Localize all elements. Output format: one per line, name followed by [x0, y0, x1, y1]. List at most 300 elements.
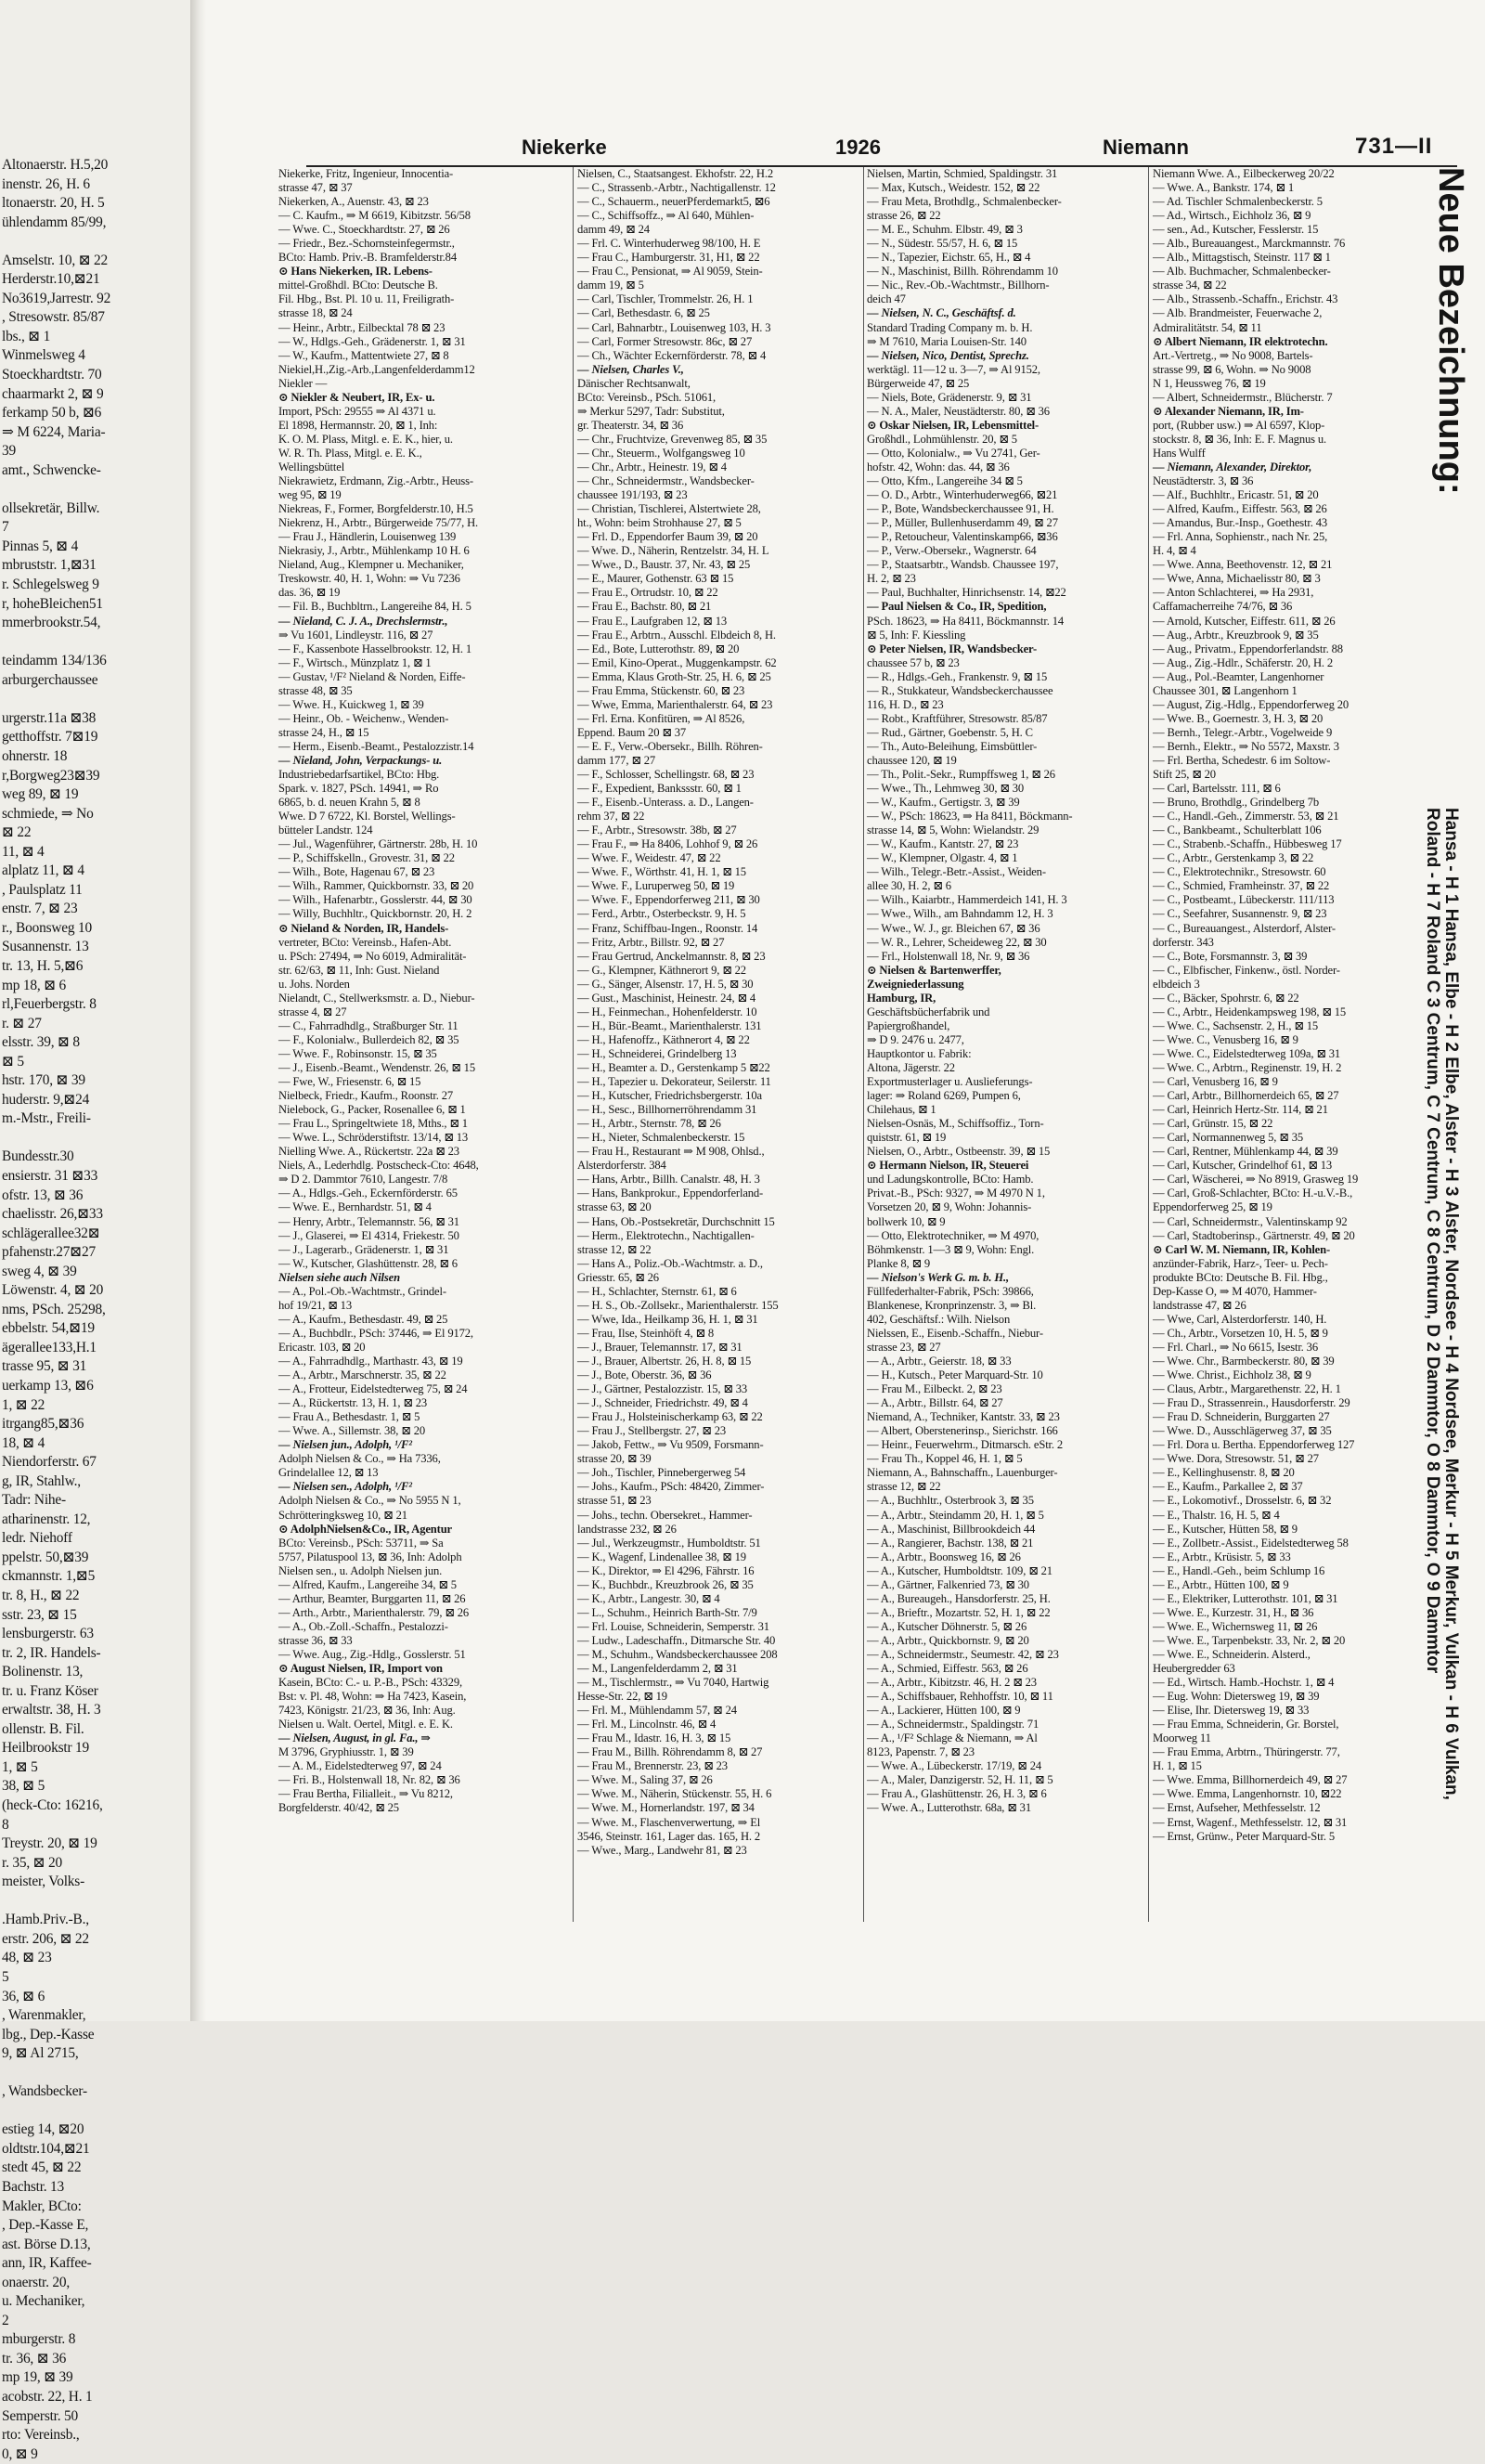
previous-page-line: , Dep.-Kasse E,: [2, 2217, 89, 2234]
directory-entry-line: 6865, b. d. neuen Krahn 5, ⊠ 8: [278, 796, 420, 810]
header-right-keyword: Niemann: [1103, 136, 1189, 159]
directory-entry-line: Niekerken, A., Auenstr. 43, ⊠ 23: [278, 195, 429, 209]
directory-entry-line: — Chr., Schneidermstr., Wandsbecker-: [577, 474, 755, 488]
previous-page-line: 36, ⊠ 6: [2, 1988, 45, 2004]
previous-page-line: estieg 14, ⊠20: [2, 2121, 84, 2138]
directory-entry-line: Niekrenz, H., Arbtr., Bürgerweide 75/77, H.: [278, 516, 479, 530]
directory-entry-line: — K., Buchbdr., Kreuzbrook 26, ⊠ 35: [577, 1577, 754, 1591]
previous-page-line: [0, 2102, 190, 2121]
directory-entry-line: — Frl. Dora u. Bertha. Eppendorferweg 127: [1153, 1438, 1355, 1452]
directory-entry-line: — Bruno, Brothdlg., Grindelberg 7b: [1153, 796, 1320, 810]
directory-entry-line: — Frl. M., Mühlendamm 57, ⊠ 24: [577, 1704, 737, 1718]
directory-entry-line: — Nielsen sen., Adolph, ¹/F²: [278, 1480, 412, 1494]
previous-page-line: mp 19, ⊠ 39: [2, 2369, 73, 2386]
directory-entry-line: — Johs., techn. Obersekret., Hammer-: [577, 1508, 753, 1522]
directory-entry-line: — Wwe. C., Eidelstedterweg 109a, ⊠ 31: [1153, 1046, 1341, 1060]
previous-page-fragment: [0, 0, 190, 2462]
directory-entry-line: — H., Arbtr., Sternstr. 78, ⊠ 26: [577, 1117, 721, 1131]
previous-page-line: mbruststr. 1,⊠31: [2, 557, 97, 574]
notice-title: Neue Bezeichnung:: [1431, 167, 1470, 495]
directory-entry-line: — E., Lokomotivf., Drosselstr. 6, ⊠ 32: [1153, 1494, 1332, 1508]
directory-entry-line: — Otto, Elektrotechniker, ⇒ M 4970,: [867, 1228, 1040, 1242]
directory-entry-line: — A., Maschinist, Billbrookdeich 44: [867, 1522, 1036, 1536]
directory-entry-line: — Nielsen, N. C., Geschäftsf. d.: [867, 306, 1016, 320]
directory-entry-line: Nielling Wwe. A., Rückertstr. 22a ⊠ 23: [278, 1145, 459, 1159]
directory-entry-line: — Frau, Ilse, Steinhöft 4, ⊠ 8: [577, 1326, 715, 1340]
header-year: 1926: [835, 136, 881, 159]
directory-entry-line: — Wwe. L., Schröderstiftstr. 13/14, ⊠ 13: [278, 1131, 469, 1145]
directory-entry-line: — R., Hdlgs.-Geh., Frankenstr. 9, ⊠ 15: [867, 669, 1048, 683]
directory-entry-line: — Ch., Wächter Eckernförderstr. 78, ⊠ 4: [577, 348, 767, 362]
previous-page-line: oldtstr.104,⊠21: [2, 2140, 90, 2157]
previous-page-line: rl,Feuerbergstr. 8: [2, 996, 97, 1013]
directory-entry-line: Alsterdorferstr. 384: [577, 1159, 666, 1173]
directory-entry-line: rehm 37, ⊠ 22: [577, 810, 645, 823]
directory-entry-line: Hesse-Str. 22, ⊠ 19: [577, 1690, 667, 1704]
directory-entry-line: — M., Schuhm., Wandsbeckerchaussee 208: [577, 1647, 778, 1661]
directory-entry-line: — C., Elbfischer, Finkenw., östl. Norder-: [1153, 963, 1340, 977]
directory-column-3: [867, 167, 1145, 1936]
directory-entry-line: — Wwe. Christ., Eichholz 38, ⊠ 9: [1153, 1368, 1311, 1382]
directory-entry-line: Planke 8, ⊠ 9: [867, 1256, 931, 1270]
directory-entry-line: — Arthur, Beamter, Burggarten 11, ⊠ 26: [278, 1591, 466, 1605]
directory-entry-line: — H., Schlachter, Sternstr. 61, ⊠ 6: [577, 1284, 737, 1298]
directory-entry-line: — Alb., Strassenb.-Schaffn., Erichstr. 43: [1153, 292, 1338, 306]
directory-entry-line: Großhdl., Lohmühlenstr. 20, ⊠ 5: [867, 432, 1017, 446]
directory-entry-line: vertreter, BCto: Vereinsb., Hafen-Abt.: [278, 935, 452, 949]
column-divider: [1148, 167, 1149, 1922]
directory-entry-line: — Carl, Groß-Schlachter, BCto: H.-u.V.-B.,: [1153, 1187, 1353, 1200]
directory-entry-line: — A., Arbtr., Steindamm 20, H. 1, ⊠ 5: [867, 1508, 1044, 1522]
directory-entry-line: deich 47: [867, 292, 906, 306]
directory-entry-line: Schrötteringksweg 10, ⊠ 21: [278, 1508, 407, 1522]
directory-entry-line: — Paul, Buchhalter, Hinrichsenstr. 14, ⊠22: [867, 586, 1066, 600]
previous-page-line: ofstr. 13, ⊠ 36: [2, 1187, 84, 1203]
previous-page-line: ferkamp 50 b, ⊠6: [2, 405, 102, 421]
directory-entry-line: — C., Bäcker, Spohrstr. 6, ⊠ 22: [1153, 991, 1299, 1005]
directory-entry-line: — P., Schiffskelln., Grovestr. 31, ⊠ 22: [278, 851, 455, 865]
previous-page-line: erstr. 206, ⊠ 22: [2, 1930, 89, 1947]
previous-page-line: ⊠ 5: [2, 1053, 24, 1070]
previous-page-line: atharinenstr. 12,: [2, 1511, 91, 1527]
directory-entry-line: — P., Staatsarbtr., Wandsb. Chaussee 197,: [867, 558, 1059, 572]
directory-entry-line: Niemann Wwe. A., Eilbeckerweg 20/22: [1153, 167, 1335, 180]
directory-entry-line: ht., Wohn: beim Strohhause 27, ⊠ 5: [577, 516, 742, 530]
directory-entry-line: — Wwe. Anna, Beethovenstr. 12, ⊠ 21: [1153, 558, 1333, 572]
directory-entry-line: bollwerk 10, ⊠ 9: [867, 1214, 946, 1228]
directory-entry-line: Altona, Jägerstr. 22: [867, 1061, 955, 1074]
directory-entry-line: — W., Hdlgs.-Geh., Grädenerstr. 1, ⊠ 31: [278, 334, 466, 348]
directory-entry-line: M 3796, Gryphiusstr. 1, ⊠ 39: [278, 1745, 414, 1759]
previous-page-line: ollsekretär, Billw.: [2, 499, 100, 516]
previous-page-line: teindamm 134/136: [2, 653, 107, 669]
directory-entry-line: — K., Wagenf, Lindenallee 38, ⊠ 19: [577, 1550, 746, 1563]
directory-entry-line: PSch. 18623, ⇒ Ha 8411, Böckmannstr. 14: [867, 614, 1065, 628]
directory-entry-line: — Rud., Gärtner, Goebenstr. 5, H. C: [867, 725, 1033, 739]
directory-entry-line: Griesstr. 65, ⊠ 26: [577, 1270, 659, 1284]
directory-entry-line: — Wwe. M., Näherin, Stückenstr. 55, H. 6: [577, 1787, 772, 1801]
directory-entry-line: — G., Sänger, Alsenstr. 17, H. 5, ⊠ 30: [577, 977, 754, 991]
directory-entry-line: — Ernst, Aufseher, Methfesselstr. 12: [1153, 1801, 1321, 1815]
directory-entry-line: — Frau Meta, Brothdlg., Schmalenbecker-: [867, 195, 1062, 209]
directory-entry-line: Privat.-B., PSch: 9327, ⇒ M 4970 N 1,: [867, 1187, 1045, 1200]
directory-entry-line: — N. A., Maler, Neustädterstr. 80, ⊠ 36: [867, 404, 1050, 418]
directory-entry-line: — Aug., Zig.-Hdlr., Schäferstr. 20, H. 2: [1153, 655, 1334, 669]
directory-entry-line: — Carl, Grünstr. 15, ⊠ 22: [1153, 1117, 1273, 1131]
previous-page-line: Makler, BCto:: [2, 2198, 82, 2214]
previous-page-line: erwaltstr. 38, H. 3: [2, 1702, 101, 1718]
directory-entry-line: — Wwe. C., Stoeckhardtstr. 27, ⊠ 26: [278, 223, 450, 237]
previous-page-line: arburgerchaussee: [2, 671, 98, 688]
directory-entry-line: Nielebock, G., Packer, Rosenallee 6, ⊠ 1: [278, 1103, 466, 1117]
directory-entry-line: — H., Kutsch., Peter Marquard-Str. 10: [867, 1368, 1043, 1382]
previous-page-line: 11, ⊠ 4: [2, 843, 45, 860]
directory-entry-line: strasse 48, ⊠ 35: [278, 683, 353, 697]
previous-page-line: tr. 8, H., ⊠ 22: [2, 1588, 80, 1604]
previous-page-line: rto: Vereinsb.,: [2, 2427, 80, 2444]
previous-page-line: ann, IR, Kaffee-: [2, 2255, 92, 2272]
book-gutter: [190, 0, 206, 2021]
directory-entry-line: — J., Brauer, Telemannstr. 17, ⊠ 31: [577, 1340, 742, 1354]
directory-entry-line: — Hans, Arbtr., Billh. Canalstr. 48, H. 3: [577, 1173, 760, 1187]
previous-page-line: u. Mechaniker,: [2, 2293, 85, 2310]
directory-entry-line: — Hans, Bankprokur., Eppendorferland-: [577, 1187, 764, 1200]
directory-entry-line: — Carl, Bartelsstr. 111, ⊠ 6: [1153, 782, 1281, 796]
directory-entry-line: damm 19, ⊠ 5: [577, 279, 644, 292]
directory-entry-line: Exportmusterlager u. Auslieferungs-: [867, 1075, 1033, 1089]
directory-entry-line: damm 177, ⊠ 27: [577, 753, 656, 767]
directory-entry-line: Geschäftsbücherfabrik und: [867, 1005, 990, 1018]
directory-entry-line: Stift 25, ⊠ 20: [1153, 768, 1216, 782]
directory-entry-line: — W., Kutscher, Glashüttenstr. 28, ⊠ 6: [278, 1256, 458, 1270]
directory-entry-line: Papiergroßhandel,: [867, 1018, 950, 1032]
directory-entry-line: — Wwe, Carl, Alsterdorferstr. 140, H.: [1153, 1312, 1327, 1326]
directory-entry-line: Chaussee 301, ⊠ Langenhorn 1: [1153, 683, 1298, 697]
directory-entry-line: — M., Langenfelderdamm 2, ⊠ 31: [577, 1662, 738, 1676]
directory-entry-line: — Arth., Arbtr., Marienthalerstr. 79, ⊠ 26: [278, 1605, 470, 1619]
directory-entry-line: — A., ¹/F² Schlage & Niemann, ⇒ Al: [867, 1731, 1038, 1745]
previous-page-line: pfahenstr.27⊠27: [2, 1244, 96, 1261]
directory-entry-line: — Max, Kutsch., Weidestr. 152, ⊠ 22: [867, 181, 1040, 195]
directory-entry-line: Standard Trading Company m. b. H.: [867, 320, 1033, 334]
directory-entry-line: — Amandus, Bur.-Insp., Goethestr. 43: [1153, 516, 1328, 530]
directory-entry-line: — W. R., Lehrer, Scheideweg 22, ⊠ 30: [867, 935, 1047, 949]
directory-entry-line: Nielsen, Martin, Schmied, Spaldingstr. 31: [867, 167, 1058, 180]
directory-entry-line: — Otto, Kfm., Langereihe 34 ⊠ 5: [867, 474, 1023, 488]
directory-entry-line: ⊙ Peter Nielsen, IR, Wandsbecker-: [867, 642, 1038, 655]
directory-entry-line: — Alb. Brandmeister, Feuerwache 2,: [1153, 306, 1323, 320]
directory-entry-line: — Ch., Arbtr., Vorsetzen 10, H. 5, ⊠ 9: [1153, 1326, 1328, 1340]
directory-entry-line: — Frau Emma, Schneiderin, Gr. Borstel,: [1153, 1718, 1339, 1731]
directory-entry-line: Niels, A., Lederhdlg. Postscheck-Cto: 4648,: [278, 1159, 479, 1173]
previous-page-line: [0, 633, 190, 653]
directory-entry-line: — Frau A., Bethesdastr. 1, ⊠ 5: [278, 1410, 420, 1424]
directory-entry-line: — Wwe. Chr., Barmbeckerstr. 80, ⊠ 39: [1153, 1354, 1335, 1368]
directory-entry-line: — H. S., Ob.-Zollsekr., Marienthalerstr. 155: [577, 1298, 779, 1312]
directory-entry-line: — A., Brieftr., Mozartstr. 52, H. 1, ⊠ 22: [867, 1605, 1051, 1619]
directory-entry-line: — Frau D., Strassenrein., Hausdorferstr. 29: [1153, 1396, 1350, 1410]
directory-entry-line: hofstr. 42, Wohn: das. 44, ⊠ 36: [867, 460, 1010, 473]
directory-entry-line: — Nielsen, Charles V.,: [577, 362, 684, 376]
previous-page-line: urgerstr.11a ⊠38: [2, 709, 97, 726]
directory-entry-line: mittel-Großhdl. BCto: Deutsche B.: [278, 279, 438, 292]
previous-page-line: Bachstr. 13: [2, 2178, 65, 2195]
previous-page-line: hstr. 170, ⊠ 39: [2, 1072, 85, 1089]
directory-entry-line: — Wwe. Dora, Stresowstr. 51, ⊠ 27: [1153, 1452, 1319, 1466]
directory-entry-line: strasse 12, ⊠ 22: [867, 1480, 941, 1494]
directory-entry-line: strasse 14, ⊠ 5, Wohn: Wielandstr. 29: [867, 823, 1040, 837]
directory-entry-line: — A., Arbtr., Quickbornstr. 9, ⊠ 20: [867, 1633, 1029, 1647]
directory-entry-line: — Wwe. F., Weidestr. 47, ⊠ 22: [577, 851, 721, 865]
previous-page-line: getthoffstr. 7⊠19: [2, 729, 98, 746]
directory-entry-line: — Nieland, C. J. A., Drechslermstr.,: [278, 614, 448, 628]
directory-entry-line: — E., Zollbetr.-Assist., Eidelstedterweg 58: [1153, 1536, 1349, 1550]
previous-page-line: ppelstr. 50,⊠39: [2, 1549, 89, 1565]
previous-page-line: [0, 2064, 190, 2083]
directory-entry-line: ⇒ D 2. Dammtor 7610, Langestr. 7/8: [278, 1173, 448, 1187]
directory-entry-line: — Otto, Kolonialw., ⇒ Vu 2741, Ger-: [867, 446, 1040, 460]
directory-entry-line: Böhmkenstr. 1—3 ⊠ 9, Wohn: Engl.: [867, 1242, 1035, 1256]
directory-entry-line: — J., Gärtner, Pestalozzistr. 15, ⊠ 33: [577, 1382, 748, 1396]
directory-entry-line: — Nielsen jun., Adolph, ¹/F²: [278, 1438, 412, 1452]
directory-entry-line: produkte BCto: Deutsche B. Fil. Hbg.,: [1153, 1270, 1328, 1284]
directory-entry-line: — Alfred, Kaufm., Eiffestr. 563, ⊠ 26: [1153, 502, 1327, 516]
directory-entry-line: — E., Arbtr., Krüsistr. 5, ⊠ 33: [1153, 1550, 1291, 1563]
directory-entry-line: — C., Postbeamt., Lübeckerstr. 111/113: [1153, 893, 1335, 907]
previous-page-line: 39: [2, 443, 16, 460]
directory-entry-line: — Gustav, ¹/F² Nieland & Norden, Eiffe-: [278, 669, 466, 683]
directory-entry-line: Vorsetzen 20, ⊠ 9, Wohn: Johannis-: [867, 1200, 1032, 1214]
directory-entry-line: — A., Arbtr., Geierstr. 18, ⊠ 33: [867, 1354, 1012, 1368]
notice-line-2: Roland - H 7 Roland C 3 Centrum, C 7 Centrum, C 8 Centrum, D 2 Dammtor, O 8 Dammtor, O 9 Dammtor: [1423, 808, 1442, 1674]
directory-entry-line: — Emil, Kino-Operat., Muggenkampstr. 62: [577, 655, 777, 669]
directory-entry-line: — Alb. Buchmacher, Schmalenbecker-: [1153, 265, 1331, 279]
directory-entry-line: — Frl. Erna. Konfitüren, ⇒ Al 8526,: [577, 711, 745, 725]
directory-entry-line: — Ed., Bote, Lutterothstr. 89, ⊠ 20: [577, 642, 740, 655]
directory-entry-line: Hauptkontor u. Fabrik:: [867, 1046, 972, 1060]
directory-entry-line: — F., Schlosser, Schellingstr. 68, ⊠ 23: [577, 768, 755, 782]
directory-entry-line: — Franz, Schiffbau-Ingen., Roonstr. 14: [577, 921, 758, 935]
column-divider: [573, 167, 574, 1922]
previous-page-line: Herderstr.10,⊠21: [2, 271, 100, 288]
directory-entry-line: Nielssen, E., Eisenb.-Schaffn., Niebur-: [867, 1326, 1043, 1340]
directory-entry-line: — Heinr., Feuerwehrm., Ditmarsch. eStr. 2: [867, 1438, 1064, 1452]
directory-entry-line: — Chr., Arbtr., Heinestr. 19, ⊠ 4: [577, 460, 727, 473]
previous-page-line: 18, ⊠ 4: [2, 1434, 45, 1451]
directory-entry-line: — H., Tapezier u. Dekorateur, Seilerstr. 11: [577, 1075, 771, 1089]
directory-entry-line: — Alf., Buchhltr., Ericastr. 51, ⊠ 20: [1153, 488, 1319, 502]
directory-entry-line: — Jul., Werkzeugmstr., Humboldtstr. 51: [577, 1536, 761, 1550]
directory-entry-line: — Carl, Kutscher, Grindelhof 61, ⊠ 13: [1153, 1159, 1333, 1173]
directory-entry-line: Ericastr. 103, ⊠ 20: [278, 1340, 366, 1354]
directory-entry-line: — Frau E., Arbtrn., Ausschl. Elbdeich 8, H.: [577, 628, 776, 642]
directory-entry-line: Bürgerweide 47, ⊠ 25: [867, 376, 970, 390]
directory-entry-line: ⊙ AdolphNielsen&Co., IR, Agentur: [278, 1522, 452, 1536]
directory-entry-line: 116, H. D., ⊠ 23: [867, 697, 944, 711]
directory-entry-line: — A., Buchbdlr., PSch: 37446, ⇒ El 9172,: [278, 1326, 473, 1340]
directory-entry-line: Eppend. Baum 20 ⊠ 37: [577, 725, 687, 739]
directory-entry-line: — H., Sesc., Billhornerröhrendamm 31: [577, 1103, 757, 1117]
directory-entry-line: — W., Kaufm., Gertigstr. 3, ⊠ 39: [867, 796, 1020, 810]
directory-entry-line: — A., Ob.-Zoll.-Schaffn., Pestalozzi-: [278, 1619, 448, 1633]
directory-entry-line: Niekiel,H.,Zig.-Arb.,Langenfelderdamm12: [278, 362, 475, 376]
directory-entry-line: — Fri. B., Holstenwall 18, Nr. 82, ⊠ 36: [278, 1773, 460, 1787]
directory-entry-line: ⊙ Hans Niekerken, IR. Lebens-: [278, 265, 433, 279]
directory-entry-line: — A., Schmied, Eiffestr. 563, ⊠ 26: [867, 1662, 1028, 1676]
previous-page-line: m.-Mstr., Freili-: [2, 1110, 91, 1127]
directory-entry-line: Zweigniederlassung: [867, 977, 964, 991]
directory-entry-line: — Frl. Louise, Schneiderin, Semperstr. 31: [577, 1619, 769, 1633]
directory-entry-line: — P., Verw.-Obersekr., Wagnerstr. 64: [867, 544, 1037, 558]
directory-entry-line: — A., Maler, Danzigerstr. 52, H. 11, ⊠ 5: [867, 1773, 1053, 1787]
directory-entry-line: — P., Müller, Bullenhuserdamm 49, ⊠ 27: [867, 516, 1058, 530]
directory-entry-line: — Wwe, Emma, Marienthalerstr. 64, ⊠ 23: [577, 697, 773, 711]
directory-entry-line: — H., Schneiderei, Grindelberg 13: [577, 1046, 737, 1060]
previous-page-line: Treystr. 20, ⊠ 19: [2, 1835, 97, 1852]
directory-entry-line: H. 4, ⊠ 4: [1153, 544, 1196, 558]
directory-entry-line: — A., Gärtner, Falkenried 73, ⊠ 30: [867, 1577, 1029, 1591]
directory-entry-line: allee 30, H. 2, ⊠ 6: [867, 879, 951, 893]
directory-entry-line: — H., Kutscher, Friedrichsbergerstr. 10a: [577, 1089, 762, 1103]
directory-entry-line: strasse 51, ⊠ 23: [577, 1494, 652, 1508]
directory-entry-line: — Alb., Mittagstisch, Steinstr. 117 ⊠ 1: [1153, 251, 1331, 265]
directory-entry-line: — Frau E., Laufgraben 12, ⊠ 13: [577, 614, 727, 628]
directory-entry-line: — E. F., Verw.-Obersekr., Billh. Röhren-: [577, 739, 763, 753]
header-left-keyword: Niekerke: [522, 136, 607, 159]
directory-entry-line: — Frl. Bertha, Schedestr. 6 im Soltow-: [1153, 753, 1331, 767]
directory-entry-line: — Frau C., Hamburgerstr. 31, H1, ⊠ 22: [577, 251, 760, 265]
directory-entry-line: — C., Schauerm., neuerPferdemarkt5, ⊠6: [577, 195, 770, 209]
directory-entry-line: Blankenese, Kronprinzenstr. 3, ⇒ Bl.: [867, 1298, 1037, 1312]
directory-entry-line: strasse 12, ⊠ 22: [577, 1242, 652, 1256]
directory-entry-line: strasse 36, ⊠ 33: [278, 1633, 353, 1647]
directory-entry-line: — Jakob, Fettw., ⇒ Vu 9509, Forsmann-: [577, 1438, 764, 1452]
directory-entry-line: damm 49, ⊠ 24: [577, 223, 650, 237]
directory-entry-line: — Nielson's Werk G. m. b. H.,: [867, 1270, 1009, 1284]
previous-page-line: Semperstr. 50: [2, 2407, 79, 2424]
directory-entry-line: Art.-Vertretg., ⇒ No 9008, Bartels-: [1153, 348, 1313, 362]
directory-entry-line: stockstr. 8, ⊠ 36, Inh: E. F. Magnus u.: [1153, 432, 1327, 446]
directory-entry-line: — Henry, Arbtr., Telemannstr. 56, ⊠ 31: [278, 1214, 459, 1228]
directory-entry-line: — Niemann, Alexander, Direktor,: [1153, 460, 1312, 473]
directory-entry-line: — Ed., Wirtsch. Hamb.-Hochstr. 1, ⊠ 4: [1153, 1676, 1335, 1690]
previous-page-line: ebbelstr. 54,⊠19: [2, 1320, 95, 1337]
previous-page-column: [0, 156, 190, 2464]
directory-entry-line: — Frau Gertrud, Anckelmannstr. 8, ⊠ 23: [577, 949, 766, 963]
directory-entry-line: Moorweg 11: [1153, 1731, 1211, 1745]
directory-entry-line: ⊙ Niekler & Neubert, IR, Ex- u.: [278, 390, 435, 404]
previous-page-line: trasse 95, ⊠ 31: [2, 1358, 87, 1375]
directory-entry-line: — Carl, Wäscherei, ⇒ No 8919, Grasweg 19: [1153, 1173, 1359, 1187]
previous-page-line: r, hoheBleichen51: [2, 595, 103, 612]
directory-entry-line: ⊙ August Nielsen, IR, Import von: [278, 1662, 443, 1676]
directory-entry-line: — Paul Nielsen & Co., IR, Spedition,: [867, 600, 1047, 614]
directory-entry-line: — C., Bureauangest., Alsterdorf, Alster-: [1153, 921, 1336, 935]
directory-entry-line: — Hans A., Poliz.-Ob.-Wachtmstr. a. D.,: [577, 1256, 763, 1270]
directory-entry-line: — H., Feinmechan., Hohenfelderstr. 10: [577, 1005, 757, 1018]
directory-entry-line: — Wwe. Aug., Zig.-Hdlg., Gosslerstr. 51: [278, 1647, 466, 1661]
directory-entry-line: chaussee 191/193, ⊠ 23: [577, 488, 688, 502]
directory-entry-line: port, (Rubber usw.) ⇒ Al 6597, Klop-: [1153, 418, 1325, 432]
previous-page-line: ledr. Niehoff: [2, 1530, 72, 1547]
directory-entry-line: — A. M., Eidelstedterweg 97, ⊠ 24: [278, 1759, 442, 1773]
previous-page-line: Amselstr. 10, ⊠ 22: [2, 252, 109, 268]
directory-entry-line: u. PSch: 27494, ⇒ No 6019, Admiralität-: [278, 949, 467, 963]
directory-entry-line: — Claus, Arbtr., Margarethenstr. 22, H. 1: [1153, 1382, 1341, 1396]
directory-entry-line: strasse 24, H., ⊠ 15: [278, 725, 369, 739]
previous-page-line: Altonaerstr. H.5,20: [2, 157, 109, 173]
directory-entry-line: H. 2, ⊠ 23: [867, 572, 916, 586]
directory-entry-line: N 1, Heussweg 76, ⊠ 19: [1153, 376, 1266, 390]
previous-page-line: inenstr. 26, H. 6: [2, 175, 90, 192]
directory-entry-line: — Arnold, Kutscher, Eiffestr. 611, ⊠ 26: [1153, 614, 1336, 628]
directory-entry-line: — P., Bote, Wandsbeckerchaussee 91, H.: [867, 502, 1054, 516]
directory-entry-line: — Friedr., Bez.-Schornsteinfegermstr.,: [278, 237, 455, 251]
directory-entry-line: ⊙ Nielsen & Bartenwerffer,: [867, 963, 1001, 977]
directory-entry-line: — Frau Bertha, Filialleit., ⇒ Vu 8212,: [278, 1787, 453, 1801]
directory-entry-line: — H., Nieter, Schmalenbeckerstr. 15: [577, 1131, 745, 1145]
previous-page-line: tr. 2, IR. Handels-: [2, 1644, 101, 1661]
directory-entry-line: — Nieland, John, Verpackungs- u.: [278, 753, 443, 767]
previous-page-line: .Hamb.Priv.-B.,: [2, 1912, 89, 1928]
directory-entry-line: elbdeich 3: [1153, 977, 1200, 991]
directory-entry-line: 8123, Papenstr. 7, ⊠ 23: [867, 1745, 975, 1759]
previous-page-line: Pinnas 5, ⊠ 4: [2, 538, 79, 554]
directory-entry-line: werktägl. 11—12 u. 3—7, ⇒ Al 9152,: [867, 362, 1040, 376]
directory-entry-line: — Wwe. Emma, Langenhornstr. 10, ⊠22: [1153, 1787, 1342, 1801]
previous-page-line: [0, 690, 190, 709]
directory-entry-line: — C., Elektrotechnikr., Stresowstr. 60: [1153, 865, 1326, 879]
previous-page-line: ast. Börse D.13,: [2, 2236, 91, 2252]
previous-page-line: r., Boonsweg 10: [2, 919, 93, 936]
directory-entry-line: Kasein, BCto: C.- u. P.-B., PSch: 43329,: [278, 1676, 462, 1690]
directory-entry-line: Niekrasiy, J., Arbtr., Mühlenkamp 10 H. 6: [278, 544, 470, 558]
previous-page-line: ühlendamm 85/99,: [2, 214, 107, 230]
directory-entry-line: — Ad. Tischler Schmalenbeckerstr. 5: [1153, 195, 1323, 209]
previous-page-line: onaerstr. 20,: [2, 2274, 71, 2290]
directory-entry-line: — C., Handl.-Geh., Zimmerstr. 53, ⊠ 21: [1153, 810, 1339, 823]
directory-entry-line: — A., Schiffsbauer, Rehhoffstr. 10, ⊠ 11: [867, 1690, 1053, 1704]
directory-entry-line: Adolph Nielsen & Co., ⇒ Ha 7336,: [278, 1452, 441, 1466]
directory-entry-line: — Elise, Ihr. Dietersweg 19, ⊠ 33: [1153, 1704, 1310, 1718]
directory-entry-line: — Frau F., ⇒ Ha 8406, Lohhof 9, ⊠ 26: [577, 837, 758, 851]
directory-entry-line: — R., Stukkateur, Wandsbeckerchaussee: [867, 683, 1053, 697]
directory-entry-line: Hans Wulff: [1153, 446, 1206, 460]
directory-entry-line: — E., Kellinghusenstr. 8, ⊠ 20: [1153, 1466, 1295, 1480]
directory-entry-line: gr. Theaterstr. 34, ⊠ 36: [577, 418, 684, 432]
directory-entry-line: — Eug. Wohn: Dietersweg 19, ⊠ 39: [1153, 1690, 1320, 1704]
directory-entry-line: Nielsen sen., u. Adolph Nielsen jun.: [278, 1563, 443, 1577]
directory-entry-line: Niekerke, Fritz, Ingenieur, Innocentia-: [278, 167, 454, 180]
previous-page-line: enstr. 7, ⊠ 23: [2, 901, 78, 917]
directory-entry-line: — Wwe, Anna, Michaelisstr 80, ⊠ 3: [1153, 572, 1321, 586]
directory-entry-line: — Th., Auto-Beleihung, Eimsbüttler-: [867, 739, 1038, 753]
directory-entry-line: ⊙ Alexander Niemann, IR, Im-: [1153, 404, 1304, 418]
directory-entry-line: Heubergredder 63: [1153, 1662, 1235, 1676]
previous-page-line: , Stresowstr. 85/87: [2, 309, 105, 326]
directory-entry-line: — Ernst, Wagenf., Methfesselstr. 12, ⊠ 31: [1153, 1815, 1348, 1829]
previous-page-line: Stoeckhardtstr. 70: [2, 367, 102, 383]
directory-entry-line: ⊙ Hermann Nielson, IR, Steuerei: [867, 1159, 1029, 1173]
directory-entry-line: Nieland, Aug., Klempner u. Mechaniker,: [278, 558, 464, 572]
directory-entry-line: — Frau Emma, Arbtrn., Thüringerstr. 77,: [1153, 1745, 1340, 1759]
directory-entry-line: — Wwe. F., Wörthstr. 41, H. 1, ⊠ 15: [577, 865, 746, 879]
directory-entry-line: strasse 26, ⊠ 22: [867, 209, 941, 223]
previous-page-line: r. ⊠ 27: [2, 1015, 42, 1031]
directory-entry-line: Admiralitätstr. 54, ⊠ 11: [1153, 320, 1262, 334]
previous-page-line: lensburgerstr. 63: [2, 1626, 94, 1642]
directory-entry-line: strasse 63, ⊠ 20: [577, 1200, 652, 1214]
